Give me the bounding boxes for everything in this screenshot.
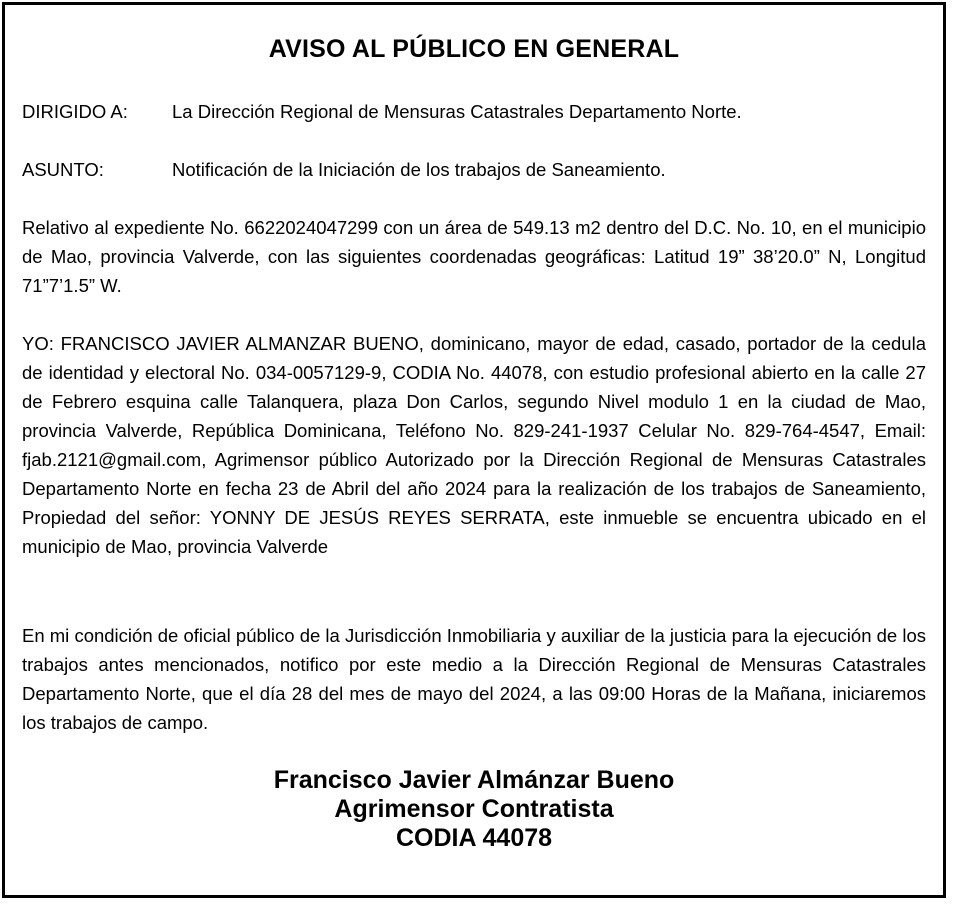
notice-frame xyxy=(2,2,946,898)
paragraph-declaration: YO: FRANCISCO JAVIER ALMANZAR BUENO, dominicano, mayor de edad, casado, portador de la cedula de identidad y electoral No. 034-0057129-9, CODIA No. 44078, con estudio profesional abierto en la calle 27 de Febrero esquina calle Talanquera, plaza Don Carlos, segundo Nivel modulo 1 en la ciudad de Mao, provincia Valverde, República Dominicana, Teléfono No. 829-241-1937 Celular No. 829-764-4547, Email: fjab.2121@gmail.com, Agrimensor público Autorizado por la Dirección Regional de Mensuras Catastrales Departamento Norte en fecha 23 de Abril del año 2024 para la realización de los trabajos de Saneamiento, Propiedad del señor: YONNY DE JESÚS REYES SERRATA, este inmueble se encuentra ubicado en el municipio de Mao, provincia Valverde xyxy=(22,333,926,557)
signature-role: Agrimensor Contratista xyxy=(334,795,614,823)
signature-block xyxy=(5,766,943,853)
paragraph-expediente: Relativo al expediente No. 6622024047299 con un área de 549.13 m2 dentro del D.C. No. 10, en el municipio de Mao, provincia Valverde, con las siguientes coordenadas geográficas: Latitud 19” 38’20.0” N, Longitud 71”7’1.5” W. xyxy=(22,217,926,296)
signature-codia: CODIA 44078 xyxy=(395,824,553,852)
addressed-to-value: La Dirección Regional de Mensuras Catastrales Departamento Norte. xyxy=(172,101,742,122)
subject-label: ASUNTO: xyxy=(22,159,104,180)
subject-value: Notificación de la Iniciación de los trabajos de Saneamiento. xyxy=(172,159,666,180)
paragraph-notification: En mi condición de oficial público de la Jurisdicción Inmobiliaria y auxiliar de la justicia para la ejecución de los trabajos antes mencionados, notifico por este medio a la Dirección Regional de Mensuras Catastrales Departamento Norte, que el día 28 del mes de mayo del 2024, a las 09:00 Horas de la Mañana, iniciaremos los trabajos de campo. xyxy=(22,625,926,733)
notice-title: AVISO AL PÚBLICO EN GENERAL xyxy=(268,35,680,63)
addressed-to-label: DIRIGIDO A: xyxy=(22,101,128,122)
signature-name: Francisco Javier Almánzar Bueno xyxy=(273,766,675,794)
